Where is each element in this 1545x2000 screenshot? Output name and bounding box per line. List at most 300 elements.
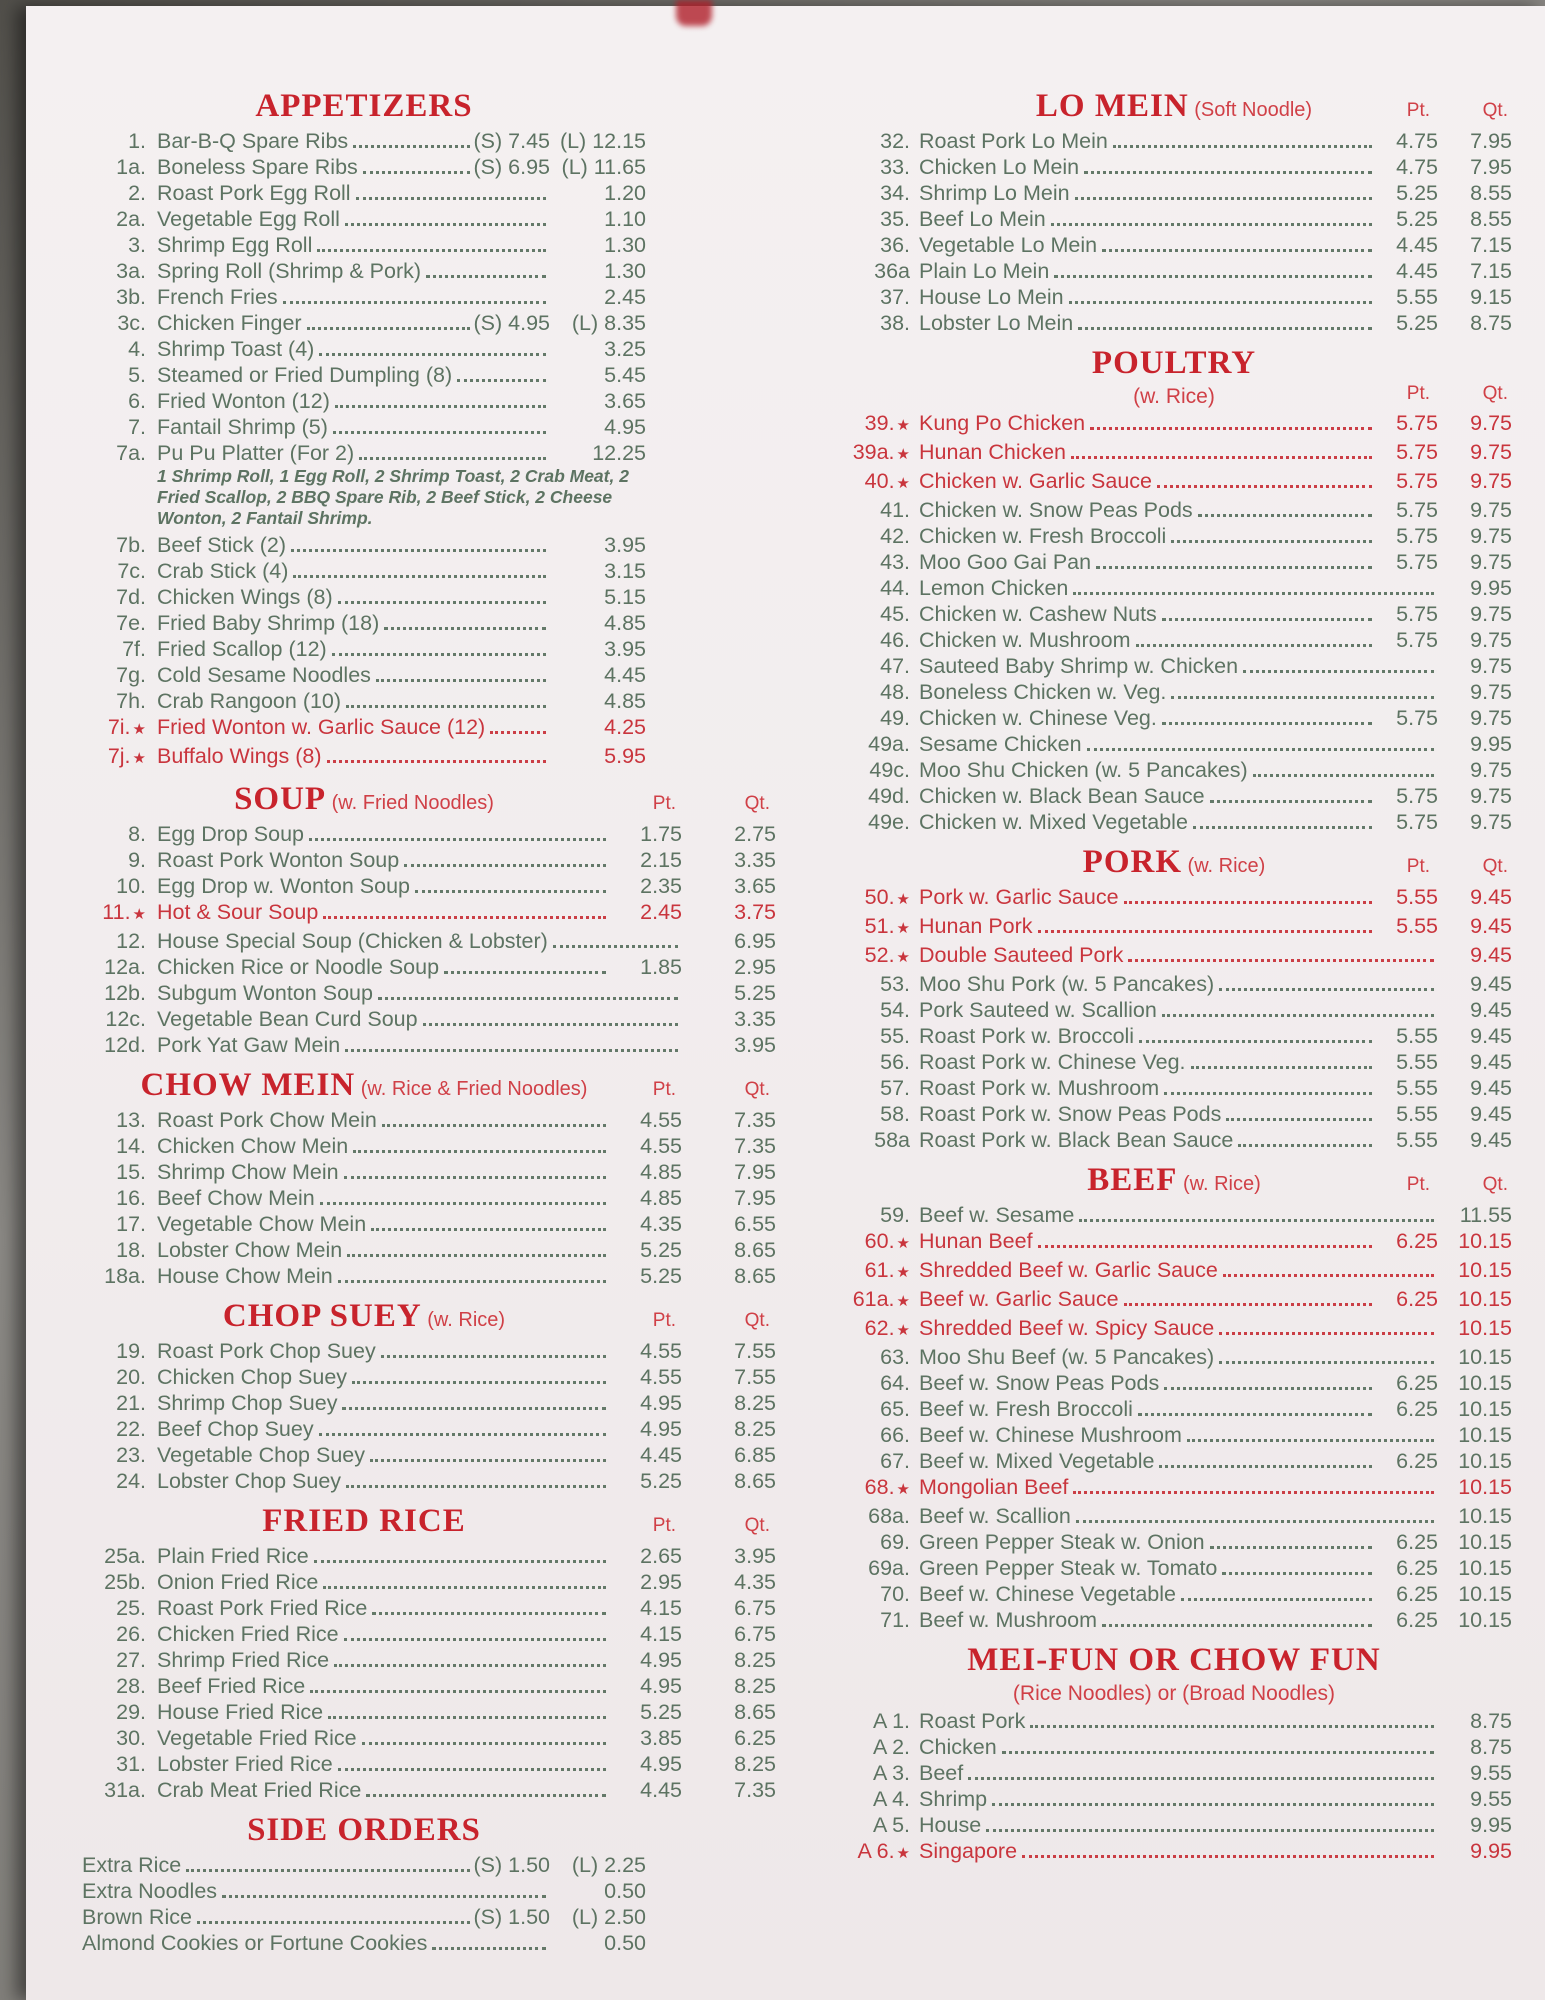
dot-leader [222,1895,546,1898]
item-name: Lobster Chow Mein [157,1237,343,1262]
item-name: Shrimp [919,1786,988,1811]
item-name: Pu Pu Platter (For 2) [157,440,355,465]
item-price-quart: 9.75 [1470,469,1512,494]
dot-leader [338,1768,606,1771]
item-name: Roast Pork Lo Mein [919,128,1108,153]
item-price-pint: (S) 7.45 [473,128,550,153]
item-name: Vegetable Chow Mein [157,1211,367,1236]
dot-leader [1096,566,1372,569]
item-price-pint: 5.75 [1396,784,1438,809]
item-price-pint: 6.25 [1396,1582,1438,1607]
menu-item-row [82,154,776,180]
menu-item-row [836,549,1512,575]
section-title: CHOP SUEY [222,1297,422,1334]
menu-section-pork [836,844,1512,1153]
menu-item-row [836,1422,1512,1448]
dot-leader [1087,748,1434,751]
item-price-pint: 4.35 [640,1211,682,1236]
dot-leader [1069,301,1372,304]
item-number: 5. [128,362,146,387]
item-price-quart: 9.45 [1470,943,1512,968]
item-number: A 4. [872,1786,910,1811]
item-name: Lobster Fried Rice [157,1751,333,1776]
item-price-quart: 8.25 [734,1390,776,1415]
menu-item-row [82,284,776,310]
item-price-quart: 8.75 [1470,310,1512,335]
menu-item-row [82,928,776,954]
item-name: Chicken Finger [157,310,302,335]
item-price-quart: 5.25 [734,980,776,1005]
section-subtitle: (Soft Noodle) [1188,99,1313,121]
item-description: 1 Shrimp Roll, 1 Egg Roll, 2 Shrimp Toast, 2 Crab Meat, 2 Fried Scallop, 2 BBQ Spare Rib, 2 Beef Stick, 2 Cheese Wonton, 2 Fantail Shrimp. [157,465,629,528]
item-name: Onion Fried Rice [157,1569,319,1594]
item-name: French Fries [157,284,278,309]
item-price-pint: 5.55 [1396,1128,1438,1153]
item-name: Moo Goo Gai Pan [919,550,1092,575]
item-price-quart: 6.85 [734,1442,776,1467]
item-name: Double Sauteed Pork [919,943,1124,968]
menu-item-row [836,1581,1512,1607]
dot-leader [1164,1387,1372,1390]
item-name: Buffalo Wings (8) [157,743,322,768]
dot-leader [1253,774,1434,777]
dot-leader [366,1794,606,1797]
menu-section-fried-rice [82,1503,776,1803]
item-number: 69a. [868,1556,910,1581]
item-name: Beef Lo Mein [919,206,1046,231]
item-price-pint: 6.25 [1396,1371,1438,1396]
item-number: 7d. [116,584,146,609]
menu-item-row [836,439,1512,468]
spicy-star-icon: ★ [896,475,910,493]
dot-leader [1022,1855,1434,1858]
item-number: 27. [116,1647,146,1672]
item-number: A 2. [872,1734,910,1759]
item-price-quart: 1.30 [604,258,646,283]
item-name: House Chow Mein [157,1263,333,1288]
item-name: Roast Pork Chow Mein [157,1107,377,1132]
dot-leader [986,1829,1434,1832]
dot-leader [1243,670,1434,673]
item-name: Chicken Rice or Noodle Soup [157,954,440,979]
item-price-quart: 10.15 [1458,1316,1512,1341]
item-price-quart: 9.75 [1470,440,1512,465]
item-name: Shredded Beef w. Garlic Sauce [919,1258,1218,1283]
spicy-star-icon: ★ [896,1293,910,1311]
menu-item-row [836,757,1512,783]
item-price-quart: 9.75 [1470,758,1512,783]
menu-item-row [82,1159,776,1185]
item-price-quart: 2.75 [734,821,776,846]
dot-leader [1162,1014,1434,1017]
item-name: Crab Rangoon (10) [157,688,342,713]
item-price-quart: 7.15 [1470,258,1512,283]
dot-leader [1038,1245,1372,1248]
item-name: Roast Pork Chop Suey [157,1338,376,1363]
menu-item-row [82,688,776,714]
dot-leader [1171,540,1372,543]
menu-item-row [82,1364,776,1390]
item-name: Beef w. Scallion [919,1504,1071,1529]
item-price-pint: 5.25 [640,1468,682,1493]
item-number: 53. [880,972,910,997]
item-price-quart: 8.25 [734,1751,776,1776]
menu-item-row [836,653,1512,679]
item-name: Fried Wonton (12) [157,388,330,413]
menu-item-row [836,1315,1512,1344]
item-name: Beef w. Chinese Mushroom [919,1423,1182,1448]
item-name: Chicken w. Black Bean Sauce [919,784,1205,809]
item-price-quart: 9.75 [1470,706,1512,731]
menu-item-row [836,1075,1512,1101]
menu-item-row [82,1032,776,1058]
item-price-quart: 3.35 [734,847,776,872]
item-number: 17. [116,1211,146,1236]
menu-item-row [82,1133,776,1159]
item-number: 62. ★ [864,1316,910,1341]
item-price-quart: 5.15 [604,584,646,609]
item-number: 35. [880,206,910,231]
item-number: 12b. [104,980,146,1005]
item-price-pint: 4.45 [640,1442,682,1467]
item-price-quart: 4.95 [604,414,646,439]
item-name: Chicken Fried Rice [157,1621,339,1646]
item-price-pint: 4.15 [640,1621,682,1646]
menu-item-row [836,809,1512,835]
item-price-pint: 5.25 [1396,180,1438,205]
item-price-quart: 7.95 [1470,154,1512,179]
item-price-quart: (L) 11.65 [561,154,646,179]
quart-column-label: Qt. [744,792,770,814]
menu-item-row [836,942,1512,971]
item-price-quart: 9.45 [1470,1102,1512,1127]
menu-item-row [836,913,1512,942]
spicy-star-icon: ★ [896,1322,910,1340]
item-price-quart: 9.75 [1470,524,1512,549]
item-name: Green Pepper Steak w. Onion [919,1530,1205,1555]
item-number: 7f. [122,636,146,661]
item-price-quart: 9.45 [1470,1076,1512,1101]
menu-item-row [836,1708,1512,1734]
menu-item-row [836,1555,1512,1581]
item-price-pint: 2.35 [640,873,682,898]
item-number: 66. [880,1423,910,1448]
dot-leader [1071,456,1372,459]
item-name: Extra Noodles [82,1878,218,1903]
item-number: 63. [880,1345,910,1370]
item-price-quart: 9.45 [1470,998,1512,1023]
item-price-pint: 5.75 [1396,524,1438,549]
item-name: Shredded Beef w. Spicy Sauce [919,1316,1215,1341]
section-subtitle: (Rice Noodles) or (Broad Noodles) [1012,1682,1336,1706]
item-number: 7g. [116,662,146,687]
item-name: Pork Sauteed w. Scallion [919,998,1157,1023]
menu-column-right [836,86,1512,1876]
dot-leader [381,1355,606,1358]
item-price-quart: 4.45 [604,662,646,687]
dot-leader [356,197,546,200]
item-price-pint: 5.55 [1396,885,1438,910]
item-name: Beef Fried Rice [157,1673,306,1698]
item-price-pint: 6.25 [1396,1530,1438,1555]
item-number: 7a. [116,440,146,465]
item-price-quart: 8.75 [1470,1708,1512,1733]
menu-item-row [82,743,776,772]
item-price-quart: 8.65 [734,1263,776,1288]
dot-leader [1113,145,1372,148]
item-price-quart: 10.15 [1458,1345,1512,1370]
dot-leader [359,457,546,460]
menu-item-row [82,1107,776,1133]
spicy-star-icon: ★ [896,1844,910,1862]
dot-leader [1102,249,1372,252]
item-price-quart: 7.55 [734,1338,776,1363]
menu-item-row [836,1760,1512,1786]
dot-leader [363,171,470,174]
dot-leader [347,1254,606,1257]
item-price-quart: 8.55 [1470,180,1512,205]
item-number: 61. ★ [864,1258,910,1283]
menu-item-row [82,1543,776,1569]
spicy-star-icon: ★ [132,720,146,738]
menu-item-row [82,310,776,336]
item-price-pint: 5.75 [1396,628,1438,653]
item-name: Shrimp Chop Suey [157,1390,338,1415]
dot-leader [1102,1624,1372,1627]
dot-leader [1076,1520,1434,1523]
pint-column-label: Pt. [652,1078,676,1100]
item-price-quart: 9.95 [1470,732,1512,757]
item-price-pint: 5.75 [1396,469,1438,494]
dot-leader [1124,1303,1372,1306]
item-number: 30. [116,1725,146,1750]
item-price-quart: 4.85 [604,610,646,635]
menu-item-row [82,336,776,362]
item-price-pint: (S) 4.95 [473,310,550,335]
menu-item-row [82,980,776,1006]
item-number: 39a. ★ [852,440,910,465]
menu-item-row [82,1751,776,1777]
dot-leader [1226,1118,1372,1121]
pint-column-label: Pt. [652,1514,676,1536]
dot-leader [378,997,678,1000]
section-header [836,1162,1512,1199]
menu-section-chow-mein [82,1067,776,1289]
item-price-pint: (S) 1.50 [473,1852,550,1877]
item-number: 36a [874,258,910,283]
menu-section-poultry [836,345,1512,835]
item-price-pint: 4.55 [640,1364,682,1389]
menu-section-mei-fun [836,1642,1512,1866]
section-title: MEI-FUN OR CHOW FUN [967,1642,1381,1679]
item-price-quart: 10.15 [1458,1504,1512,1529]
menu-item-row [836,1786,1512,1812]
pint-column-label: Pt. [1406,1174,1430,1196]
dot-leader [1157,485,1372,488]
dot-leader [1219,1332,1434,1335]
dot-leader [1210,1546,1372,1549]
menu-item-row [82,1930,776,1956]
item-price-pint: 2.15 [640,847,682,872]
item-price-quart: 3.65 [734,873,776,898]
menu-item-row [82,821,776,847]
item-number: 16. [116,1185,146,1210]
item-number: 12c. [105,1006,146,1031]
item-name: Hunan Chicken [919,440,1067,465]
item-name: Lobster Chop Suey [157,1468,342,1493]
item-price-pint: 4.45 [1396,258,1438,283]
item-price-pint: 5.75 [1396,550,1438,575]
item-name: Pork w. Garlic Sauce [919,885,1119,910]
menu-item-row [836,1396,1512,1422]
item-name: Egg Drop Soup [157,821,305,846]
dot-leader [1223,1274,1434,1277]
section-title: CHOW MEIN [140,1066,356,1103]
item-name: Brown Rice [82,1904,192,1929]
item-number: 65. [880,1397,910,1422]
item-number: 7j. ★ [107,743,146,768]
item-number: 71. [880,1608,910,1633]
dot-leader [319,1433,606,1436]
item-number: A 3. [872,1760,910,1785]
item-name: Chicken Chop Suey [157,1364,348,1389]
menu-column-left [82,86,776,1965]
dot-leader [404,864,606,867]
menu-item-row [82,1390,776,1416]
menu-item-row [836,232,1512,258]
item-number: 33. [880,154,910,179]
item-name: Roast Pork w. Snow Peas Pods [919,1102,1222,1127]
item-price-quart: 12.25 [592,440,646,465]
item-number: 7i. ★ [107,714,146,739]
item-price-quart: 0.50 [604,1878,646,1903]
section-title: BEEF [1087,1162,1178,1199]
item-number: 39. ★ [864,411,910,436]
menu-item-row [836,1838,1512,1867]
menu-item-row [836,1049,1512,1075]
dot-leader [1038,930,1372,933]
menu-item-row [82,899,776,928]
item-price-quart: 10.15 [1458,1582,1512,1607]
item-price-quart: 0.50 [604,1930,646,1955]
item-number: 32. [880,128,910,153]
item-price-pint: 6.25 [1396,1397,1438,1422]
menu-item-row [836,1202,1512,1228]
dot-leader [328,1716,606,1719]
item-number: 54. [880,998,910,1023]
menu-item-row [82,954,776,980]
item-price-quart: 8.75 [1470,1734,1512,1759]
item-name: Vegetable Chop Suey [157,1442,365,1467]
item-number: 29. [116,1699,146,1724]
dot-leader [1051,223,1372,226]
item-price-pint: 5.25 [1396,206,1438,231]
pint-column-label: Pt. [1406,856,1430,878]
item-number: 50. ★ [864,885,910,910]
dot-leader [1187,1439,1434,1442]
menu-item-row [836,1286,1512,1315]
section-header [82,781,776,818]
item-price-pint: 5.75 [1396,602,1438,627]
menu-item-row [836,1503,1512,1529]
dot-leader [344,1638,606,1641]
item-price-pint: 4.95 [640,1390,682,1415]
item-number: 69. [880,1530,910,1555]
item-price-quart: 9.75 [1470,654,1512,679]
item-number: 6. [128,388,146,413]
dot-leader [333,431,546,434]
item-price-quart: (L) 2.25 [571,1852,646,1877]
menu-item-row [82,610,776,636]
item-name: Sesame Chicken [919,732,1082,757]
item-price-quart: 5.45 [604,362,646,387]
item-price-pint: 5.55 [1396,1102,1438,1127]
item-price-pint: 2.65 [640,1543,682,1568]
menu-item-row [82,206,776,232]
menu-item-row [836,705,1512,731]
item-price-quart: 2.45 [604,284,646,309]
item-number: 12a. [104,954,146,979]
item-number: 60. ★ [864,1229,910,1254]
dot-leader [1054,275,1372,278]
item-number: 12d. [104,1032,146,1057]
item-number: 31a. [104,1777,146,1802]
item-number: 68a. [868,1504,910,1529]
item-name: Hunan Pork [919,914,1033,939]
spicy-star-icon: ★ [896,446,910,464]
item-number: 55. [880,1024,910,1049]
item-price-quart: 3.25 [604,336,646,361]
item-number: 43. [880,550,910,575]
item-name: Chicken w. Fresh Broccoli [919,524,1167,549]
menu-item-row [82,180,776,206]
item-price-quart: 9.95 [1470,576,1512,601]
item-number: 4. [128,336,146,361]
item-number: 18a. [104,1263,146,1288]
menu-item-row [82,636,776,662]
item-name: Chicken w. Cashew Nuts [919,602,1157,627]
dot-leader [345,223,546,226]
item-number: 41. [880,498,910,523]
menu-item-row [82,1468,776,1494]
item-price-pint: 5.55 [1396,914,1438,939]
item-name: Sauteed Baby Shrimp w. Chicken [919,654,1239,679]
dot-leader [309,838,606,841]
item-name: Roast Pork w. Mushroom [919,1076,1160,1101]
section-header [82,88,776,125]
item-name: Boneless Chicken w. Veg. [919,680,1167,705]
item-number: A 1. [872,1708,910,1733]
item-number: 3a. [116,258,146,283]
item-number: 70. [880,1582,910,1607]
pint-column-label: Pt. [1406,99,1430,121]
item-number: 64. [880,1371,910,1396]
item-number: 11. ★ [102,899,146,924]
menu-item-row [836,310,1512,336]
item-name: Lemon Chicken [919,576,1069,601]
item-number: 25. [116,1595,146,1620]
menu-section-appetizers [82,88,776,772]
dot-leader [457,379,546,382]
item-price-pint: 4.75 [1396,154,1438,179]
pint-column-label: Pt. [652,792,676,814]
item-number: 49a. [868,732,910,757]
item-number: 26. [116,1621,146,1646]
item-price-quart: (L) 2.50 [571,1904,646,1929]
section-subtitle: (w. Rice) [1133,384,1215,408]
menu-item-row [836,523,1512,549]
item-name: Crab Stick (4) [157,558,289,583]
